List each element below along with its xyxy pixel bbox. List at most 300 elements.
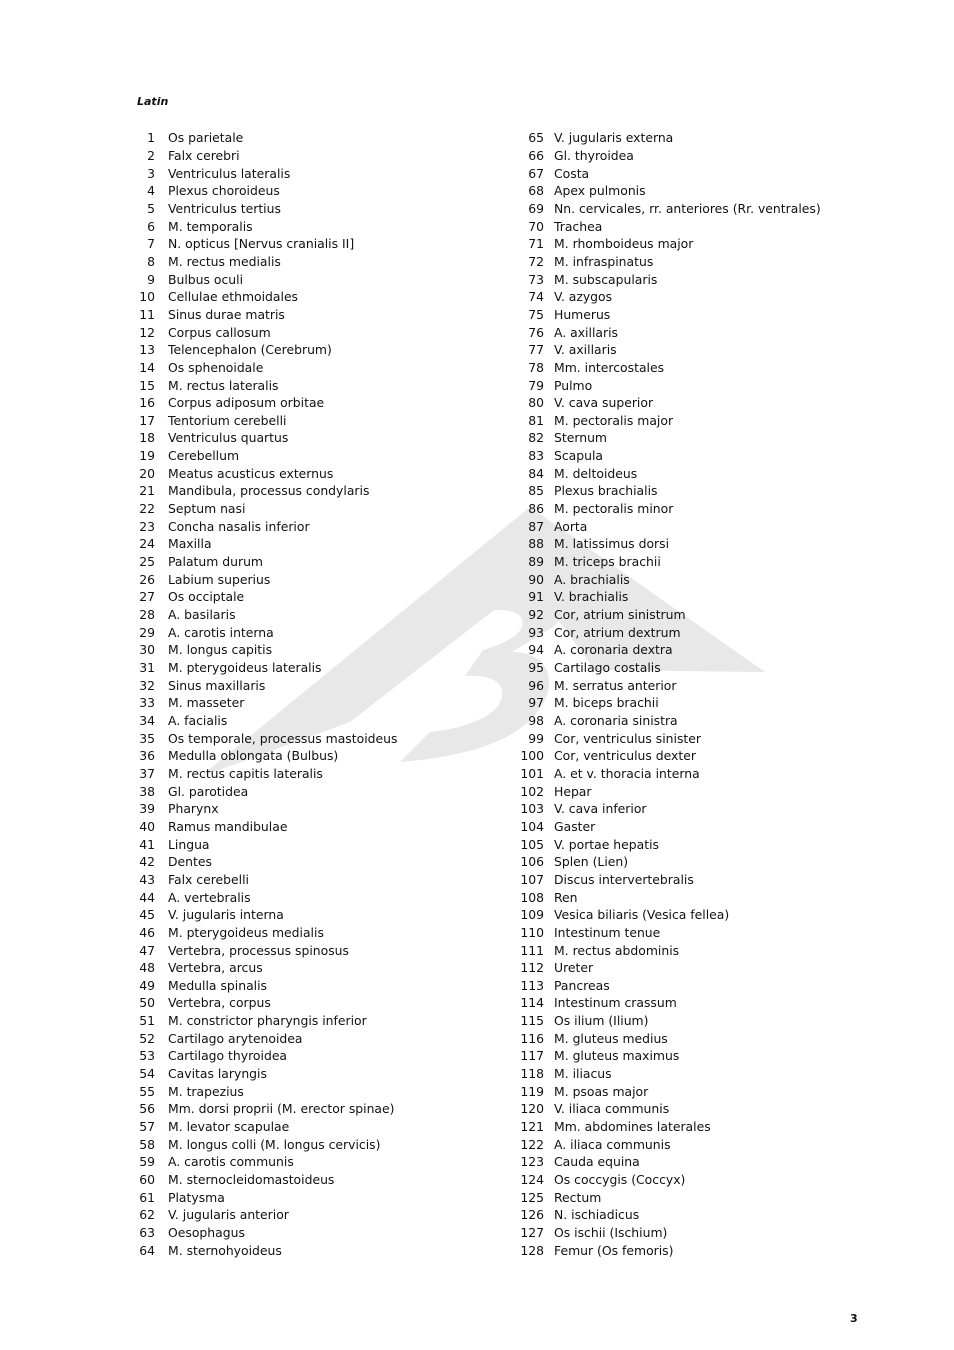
item-term: Cartilago costalis bbox=[554, 660, 661, 676]
list-item bbox=[130, 447, 490, 465]
list-item bbox=[130, 1029, 490, 1047]
item-number: 105 bbox=[520, 836, 544, 852]
list-item bbox=[130, 1188, 490, 1206]
item-number: 36 bbox=[139, 748, 155, 764]
list-item bbox=[130, 712, 490, 730]
item-number: 13 bbox=[139, 342, 155, 358]
list-item bbox=[514, 517, 844, 535]
list-item bbox=[514, 659, 844, 677]
item-number: 52 bbox=[139, 1030, 155, 1046]
list-item bbox=[130, 182, 490, 200]
item-number: 60 bbox=[139, 1172, 155, 1188]
item-term: V. azygos bbox=[554, 289, 613, 305]
list-item bbox=[130, 729, 490, 747]
item-term: Trachea bbox=[554, 218, 603, 234]
item-term: M. serratus anterior bbox=[554, 677, 677, 693]
item-term: M. longus capitis bbox=[168, 642, 273, 658]
item-number: 114 bbox=[520, 995, 544, 1011]
item-term: Os temporale, processus mastoideus bbox=[168, 730, 398, 746]
term-column-right bbox=[514, 129, 844, 1259]
item-term: V. axillaris bbox=[554, 342, 617, 358]
item-term: Os coccygis (Coccyx) bbox=[554, 1172, 686, 1188]
list-item bbox=[130, 1082, 490, 1100]
item-term: M. psoas major bbox=[554, 1083, 649, 1099]
item-number: 37 bbox=[139, 765, 155, 781]
item-number: 25 bbox=[139, 554, 155, 570]
list-item bbox=[130, 1206, 490, 1224]
item-term: M. deltoideus bbox=[554, 465, 638, 481]
item-term: Ventriculus lateralis bbox=[168, 165, 291, 181]
item-number: 12 bbox=[139, 324, 155, 340]
item-number: 48 bbox=[139, 960, 155, 976]
item-number: 55 bbox=[139, 1083, 155, 1099]
item-number: 10 bbox=[139, 289, 155, 305]
item-number: 115 bbox=[520, 1013, 544, 1029]
list-item bbox=[130, 871, 490, 889]
item-term: Pharynx bbox=[168, 801, 219, 817]
item-term: Falx cerebelli bbox=[168, 871, 249, 887]
list-item bbox=[514, 977, 844, 995]
list-item bbox=[130, 641, 490, 659]
item-term: Hepar bbox=[554, 783, 592, 799]
list-item bbox=[130, 1047, 490, 1065]
list-item bbox=[130, 359, 490, 377]
item-term: Corpus callosum bbox=[168, 324, 271, 340]
item-number: 49 bbox=[139, 977, 155, 993]
list-item bbox=[130, 835, 490, 853]
list-item bbox=[130, 818, 490, 836]
item-number: 62 bbox=[139, 1207, 155, 1223]
list-item bbox=[514, 341, 844, 359]
list-item bbox=[130, 853, 490, 871]
item-number: 92 bbox=[528, 607, 544, 623]
item-term: Medulla oblongata (Bulbus) bbox=[168, 748, 339, 764]
list-item bbox=[514, 500, 844, 518]
item-term: M. gluteus maximus bbox=[554, 1048, 680, 1064]
item-term: M. pterygoideus lateralis bbox=[168, 660, 322, 676]
list-item bbox=[130, 500, 490, 518]
item-number: 68 bbox=[528, 183, 544, 199]
list-item bbox=[130, 606, 490, 624]
item-number: 64 bbox=[139, 1242, 155, 1258]
item-term: V. cava superior bbox=[554, 395, 654, 411]
list-item bbox=[514, 1188, 844, 1206]
item-number: 56 bbox=[139, 1101, 155, 1117]
list-item bbox=[514, 729, 844, 747]
item-term: Ureter bbox=[554, 960, 594, 976]
item-term: Os parietale bbox=[168, 130, 244, 146]
item-term: Ventriculus tertius bbox=[168, 200, 281, 216]
item-term: Gl. thyroidea bbox=[554, 147, 634, 163]
item-term: M. gluteus medius bbox=[554, 1030, 668, 1046]
item-number: 34 bbox=[139, 712, 155, 728]
item-number: 20 bbox=[139, 465, 155, 481]
item-number: 123 bbox=[520, 1154, 544, 1170]
item-term: Cartilago arytenoidea bbox=[168, 1030, 303, 1046]
item-term: Septum nasi bbox=[168, 501, 246, 517]
list-item bbox=[514, 1206, 844, 1224]
item-term: A. basilaris bbox=[168, 607, 236, 623]
item-term: Sinus durae matris bbox=[168, 306, 285, 322]
list-item bbox=[130, 341, 490, 359]
item-number: 75 bbox=[528, 306, 544, 322]
item-term: M. biceps brachii bbox=[554, 695, 659, 711]
item-term: Cor, ventriculus sinister bbox=[554, 730, 701, 746]
list-item bbox=[514, 994, 844, 1012]
list-item bbox=[514, 376, 844, 394]
item-term: Bulbus oculi bbox=[168, 271, 244, 287]
item-term: A. carotis communis bbox=[168, 1154, 294, 1170]
item-number: 110 bbox=[520, 924, 544, 940]
list-item bbox=[514, 588, 844, 606]
item-term: M. rhomboideus major bbox=[554, 236, 694, 252]
list-item bbox=[130, 623, 490, 641]
item-term: Dentes bbox=[168, 854, 212, 870]
item-term: Palatum durum bbox=[168, 554, 263, 570]
list-item bbox=[130, 659, 490, 677]
item-number: 97 bbox=[528, 695, 544, 711]
item-term: Mandibula, processus condylaris bbox=[168, 483, 370, 499]
item-number: 79 bbox=[528, 377, 544, 393]
item-number: 59 bbox=[139, 1154, 155, 1170]
list-item bbox=[130, 412, 490, 430]
list-item bbox=[514, 429, 844, 447]
list-item bbox=[514, 712, 844, 730]
item-number: 109 bbox=[520, 907, 544, 923]
list-item bbox=[514, 200, 844, 218]
item-number: 70 bbox=[528, 218, 544, 234]
item-number: 128 bbox=[520, 1242, 544, 1258]
item-number: 8 bbox=[147, 253, 155, 269]
list-item bbox=[130, 676, 490, 694]
item-term: M. triceps brachii bbox=[554, 554, 661, 570]
item-number: 21 bbox=[139, 483, 155, 499]
list-item bbox=[514, 747, 844, 765]
item-number: 82 bbox=[528, 430, 544, 446]
item-term: Telencephalon (Cerebrum) bbox=[168, 342, 332, 358]
item-term: A. iliaca communis bbox=[554, 1136, 671, 1152]
item-number: 73 bbox=[528, 271, 544, 287]
item-term: M. sternohyoideus bbox=[168, 1242, 282, 1258]
item-term: Os ilium (Ilium) bbox=[554, 1013, 649, 1029]
list-item bbox=[514, 959, 844, 977]
item-term: Apex pulmonis bbox=[554, 183, 646, 199]
list-item bbox=[514, 217, 844, 235]
list-item bbox=[514, 1065, 844, 1083]
list-item bbox=[130, 129, 490, 147]
item-number: 26 bbox=[139, 571, 155, 587]
list-item bbox=[514, 235, 844, 253]
item-term: Aorta bbox=[554, 518, 588, 534]
item-term: Sternum bbox=[554, 430, 607, 446]
item-term: Ramus mandibulae bbox=[168, 818, 288, 834]
item-term: Cor, atrium sinistrum bbox=[554, 607, 686, 623]
item-number: 108 bbox=[520, 889, 544, 905]
item-term: Discus intervertebralis bbox=[554, 871, 694, 887]
item-term: Intestinum tenue bbox=[554, 924, 661, 940]
item-number: 63 bbox=[139, 1225, 155, 1241]
list-item bbox=[514, 1082, 844, 1100]
term-column-left bbox=[130, 129, 490, 1259]
item-term: M. trapezius bbox=[168, 1083, 244, 1099]
item-number: 111 bbox=[520, 942, 544, 958]
item-term: V. jugularis interna bbox=[168, 907, 284, 923]
item-term: Cellulae ethmoidales bbox=[168, 289, 299, 305]
item-term: A. vertebralis bbox=[168, 889, 251, 905]
item-term: Vertebra, processus spinosus bbox=[168, 942, 349, 958]
item-number: 47 bbox=[139, 942, 155, 958]
list-item bbox=[514, 1153, 844, 1171]
item-number: 83 bbox=[528, 448, 544, 464]
item-term: A. et v. thoracia interna bbox=[554, 765, 700, 781]
item-number: 29 bbox=[139, 624, 155, 640]
item-number: 101 bbox=[520, 765, 544, 781]
list-item bbox=[130, 888, 490, 906]
list-item bbox=[130, 1012, 490, 1030]
item-number: 46 bbox=[139, 924, 155, 940]
item-number: 74 bbox=[528, 289, 544, 305]
list-item bbox=[514, 1029, 844, 1047]
list-item bbox=[130, 323, 490, 341]
item-term: M. latissimus dorsi bbox=[554, 536, 670, 552]
item-term: Corpus adiposum orbitae bbox=[168, 395, 325, 411]
list-item bbox=[130, 1065, 490, 1083]
item-term: V. jugularis anterior bbox=[168, 1207, 289, 1223]
item-number: 40 bbox=[139, 818, 155, 834]
item-number: 67 bbox=[528, 165, 544, 181]
list-item bbox=[130, 270, 490, 288]
item-term: Vesica biliaris (Vesica fellea) bbox=[554, 907, 730, 923]
item-number: 58 bbox=[139, 1136, 155, 1152]
item-term: Cor, atrium dextrum bbox=[554, 624, 681, 640]
item-number: 38 bbox=[139, 783, 155, 799]
item-number: 35 bbox=[139, 730, 155, 746]
item-term: V. portae hepatis bbox=[554, 836, 659, 852]
list-item bbox=[514, 871, 844, 889]
item-number: 50 bbox=[139, 995, 155, 1011]
list-item bbox=[130, 376, 490, 394]
list-item bbox=[514, 1171, 844, 1189]
item-number: 42 bbox=[139, 854, 155, 870]
item-number: 104 bbox=[520, 818, 544, 834]
item-number: 93 bbox=[528, 624, 544, 640]
item-number: 28 bbox=[139, 607, 155, 623]
list-item bbox=[130, 800, 490, 818]
item-number: 80 bbox=[528, 395, 544, 411]
item-term: Plexus choroideus bbox=[168, 183, 280, 199]
item-number: 18 bbox=[139, 430, 155, 446]
list-item bbox=[514, 782, 844, 800]
list-item bbox=[514, 818, 844, 836]
list-item bbox=[130, 164, 490, 182]
item-number: 9 bbox=[147, 271, 155, 287]
item-term: Pancreas bbox=[554, 977, 610, 993]
list-item bbox=[130, 517, 490, 535]
list-item bbox=[130, 924, 490, 942]
item-number: 77 bbox=[528, 342, 544, 358]
item-number: 98 bbox=[528, 712, 544, 728]
item-term: Cartilago thyroidea bbox=[168, 1048, 288, 1064]
item-term: Oesophagus bbox=[168, 1225, 245, 1241]
item-term: Os sphenoidale bbox=[168, 359, 264, 375]
list-item bbox=[130, 906, 490, 924]
item-number: 6 bbox=[147, 218, 155, 234]
item-term: Cor, ventriculus dexter bbox=[554, 748, 696, 764]
list-item bbox=[514, 853, 844, 871]
list-item bbox=[514, 553, 844, 571]
list-item bbox=[514, 835, 844, 853]
item-term: Scapula bbox=[554, 448, 604, 464]
item-number: 107 bbox=[520, 871, 544, 887]
item-number: 3 bbox=[147, 165, 155, 181]
list-item bbox=[514, 606, 844, 624]
item-term: Costa bbox=[554, 165, 590, 181]
item-term: Os ischii (Ischium) bbox=[554, 1225, 668, 1241]
list-item bbox=[514, 147, 844, 165]
list-item bbox=[514, 800, 844, 818]
list-item bbox=[514, 129, 844, 147]
list-item bbox=[130, 782, 490, 800]
list-item bbox=[514, 412, 844, 430]
item-term: Cerebellum bbox=[168, 448, 240, 464]
list-item bbox=[130, 147, 490, 165]
item-term: Maxilla bbox=[168, 536, 212, 552]
item-term: M. sternocleidomastoideus bbox=[168, 1172, 335, 1188]
item-number: 43 bbox=[139, 871, 155, 887]
item-number: 30 bbox=[139, 642, 155, 658]
list-item bbox=[514, 570, 844, 588]
list-item bbox=[514, 182, 844, 200]
item-number: 45 bbox=[139, 907, 155, 923]
item-term: N. ischiadicus bbox=[554, 1207, 640, 1223]
list-item bbox=[514, 1100, 844, 1118]
item-term: A. coronaria dextra bbox=[554, 642, 673, 658]
list-item bbox=[514, 323, 844, 341]
item-number: 7 bbox=[147, 236, 155, 252]
item-number: 72 bbox=[528, 253, 544, 269]
list-item bbox=[130, 1171, 490, 1189]
item-number: 116 bbox=[520, 1030, 544, 1046]
item-number: 4 bbox=[147, 183, 155, 199]
list-item bbox=[130, 1135, 490, 1153]
item-number: 86 bbox=[528, 501, 544, 517]
list-item bbox=[130, 1153, 490, 1171]
item-number: 121 bbox=[520, 1119, 544, 1135]
item-term: Mm. dorsi proprii (M. erector spinae) bbox=[168, 1101, 395, 1117]
list-item bbox=[130, 977, 490, 995]
item-number: 90 bbox=[528, 571, 544, 587]
item-number: 31 bbox=[139, 660, 155, 676]
item-number: 94 bbox=[528, 642, 544, 658]
list-item bbox=[130, 394, 490, 412]
list-item bbox=[514, 1135, 844, 1153]
item-term: M. iliacus bbox=[554, 1066, 612, 1082]
list-item bbox=[130, 1224, 490, 1242]
list-item bbox=[130, 588, 490, 606]
item-term: V. brachialis bbox=[554, 589, 629, 605]
item-term: M. infraspinatus bbox=[554, 253, 654, 269]
item-term: M. pterygoideus medialis bbox=[168, 924, 324, 940]
item-term: Mm. intercostales bbox=[554, 359, 665, 375]
list-item bbox=[514, 447, 844, 465]
item-number: 61 bbox=[139, 1189, 155, 1205]
item-term: M. subscapularis bbox=[554, 271, 658, 287]
item-number: 103 bbox=[520, 801, 544, 817]
list-item bbox=[514, 1047, 844, 1065]
list-item bbox=[514, 888, 844, 906]
item-term: Platysma bbox=[168, 1189, 225, 1205]
item-term: Labium superius bbox=[168, 571, 271, 587]
item-term: Os occiptale bbox=[168, 589, 245, 605]
list-item bbox=[514, 270, 844, 288]
item-number: 76 bbox=[528, 324, 544, 340]
section-heading: Latin bbox=[137, 95, 169, 108]
item-number: 41 bbox=[139, 836, 155, 852]
list-item bbox=[130, 1241, 490, 1259]
list-item bbox=[130, 429, 490, 447]
item-number: 96 bbox=[528, 677, 544, 693]
list-item bbox=[130, 235, 490, 253]
list-item bbox=[514, 288, 844, 306]
item-term: Ren bbox=[554, 889, 578, 905]
item-number: 57 bbox=[139, 1119, 155, 1135]
item-number: 120 bbox=[520, 1101, 544, 1117]
list-item bbox=[130, 253, 490, 271]
item-number: 88 bbox=[528, 536, 544, 552]
item-number: 1 bbox=[147, 130, 155, 146]
item-number: 14 bbox=[139, 359, 155, 375]
item-term: M. rectus lateralis bbox=[168, 377, 279, 393]
item-number: 106 bbox=[520, 854, 544, 870]
item-number: 22 bbox=[139, 501, 155, 517]
item-number: 27 bbox=[139, 589, 155, 605]
item-number: 23 bbox=[139, 518, 155, 534]
list-item bbox=[514, 941, 844, 959]
item-number: 119 bbox=[520, 1083, 544, 1099]
item-number: 71 bbox=[528, 236, 544, 252]
list-item bbox=[130, 464, 490, 482]
item-number: 84 bbox=[528, 465, 544, 481]
item-number: 54 bbox=[139, 1066, 155, 1082]
item-number: 11 bbox=[139, 306, 155, 322]
item-term: Sinus maxillaris bbox=[168, 677, 266, 693]
item-term: Cavitas laryngis bbox=[168, 1066, 267, 1082]
list-item bbox=[130, 288, 490, 306]
item-number: 51 bbox=[139, 1013, 155, 1029]
list-item bbox=[514, 482, 844, 500]
item-term: A. coronaria sinistra bbox=[554, 712, 678, 728]
list-item bbox=[130, 482, 490, 500]
list-item bbox=[514, 641, 844, 659]
item-term: A. axillaris bbox=[554, 324, 618, 340]
list-item bbox=[514, 359, 844, 377]
list-item bbox=[514, 765, 844, 783]
item-number: 102 bbox=[520, 783, 544, 799]
list-item bbox=[514, 623, 844, 641]
item-term: M. constrictor pharyngis inferior bbox=[168, 1013, 367, 1029]
item-number: 99 bbox=[528, 730, 544, 746]
list-item bbox=[130, 1100, 490, 1118]
item-number: 65 bbox=[528, 130, 544, 146]
item-term: Meatus acusticus externus bbox=[168, 465, 334, 481]
item-term: M. rectus medialis bbox=[168, 253, 281, 269]
item-term: Cauda equina bbox=[554, 1154, 640, 1170]
list-item bbox=[514, 306, 844, 324]
item-number: 19 bbox=[139, 448, 155, 464]
item-term: M. pectoralis minor bbox=[554, 501, 674, 517]
item-number: 17 bbox=[139, 412, 155, 428]
item-number: 125 bbox=[520, 1189, 544, 1205]
